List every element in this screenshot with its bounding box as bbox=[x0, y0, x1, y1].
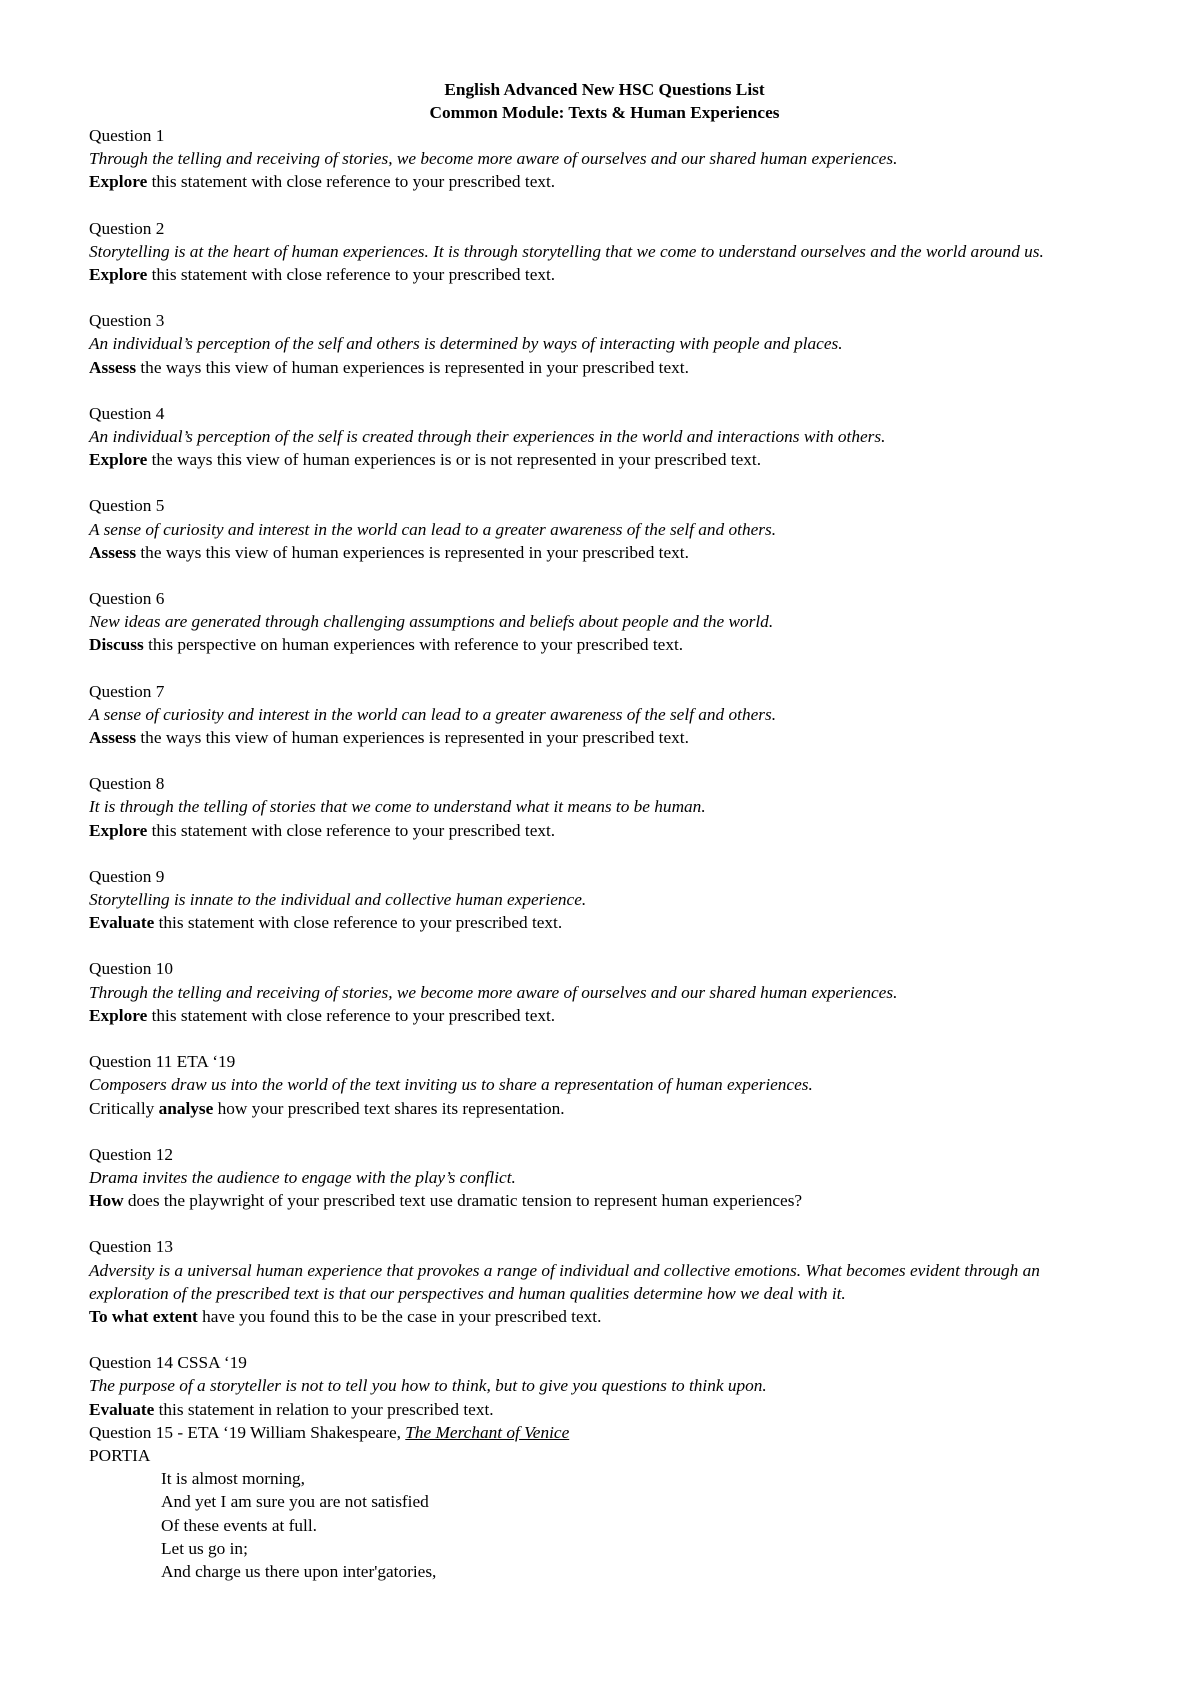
question-item bbox=[89, 402, 1120, 472]
question-item bbox=[89, 772, 1120, 842]
instruction-text: this statement with close reference to your prescribed text. bbox=[154, 913, 563, 933]
question-prompt: Storytelling is at the heart of human experiences. It is through storytelling that we come to understand ourselves and the world around us. bbox=[89, 241, 1044, 261]
question-instruction bbox=[89, 1398, 1120, 1421]
question-label: Question 2 bbox=[89, 218, 165, 238]
instruction-text: this statement with close reference to your prescribed text. bbox=[147, 172, 556, 192]
instruction-verb: Explore bbox=[89, 1005, 148, 1025]
instruction-text: this perspective on human experiences with reference to your prescribed text. bbox=[143, 635, 684, 655]
work-title: The Merchant of Venice bbox=[405, 1422, 570, 1442]
question-instruction bbox=[89, 263, 1120, 286]
question-prompt: An individual’s perception of the self is created through their experiences in the world and interactions with others. bbox=[89, 427, 886, 447]
instruction-text: does the playwright of your prescribed text use dramatic tension to represent human experiences? bbox=[123, 1191, 803, 1211]
question-label: Question 3 bbox=[89, 311, 165, 331]
question-label: Question 6 bbox=[89, 589, 165, 609]
instruction-verb: Discuss bbox=[89, 635, 144, 655]
instruction-text: this statement with close reference to your prescribed text. bbox=[147, 1005, 556, 1025]
question-instruction bbox=[89, 448, 1120, 471]
verse-line: And yet I am sure you are not satisfied bbox=[161, 1492, 429, 1512]
instruction-verb: Evaluate bbox=[89, 913, 155, 933]
instruction-text: have you found this to be the case in your prescribed text. bbox=[197, 1306, 602, 1326]
question-label: Question 1 bbox=[89, 126, 165, 145]
question-instruction bbox=[89, 1097, 1120, 1120]
instruction-text: how your prescribed text shares its representation. bbox=[213, 1098, 565, 1118]
question-instruction bbox=[89, 1004, 1120, 1027]
instruction-verb: To what extent bbox=[89, 1306, 198, 1326]
instruction-lead: Critically bbox=[89, 1098, 159, 1118]
question-label: Question 14 CSSA ‘19 bbox=[89, 1353, 247, 1373]
verse-line: It is almost morning, bbox=[161, 1469, 306, 1489]
question-item bbox=[89, 1235, 1120, 1328]
question-prompt: Through the telling and receiving of stories, we become more aware of ourselves and our shared human experiences. bbox=[89, 149, 898, 169]
instruction-verb: Explore bbox=[89, 820, 148, 840]
question-15-label: Question 15 - ETA ‘19 William Shakespeare, bbox=[89, 1422, 406, 1442]
question-prompt: Storytelling is innate to the individual and collective human experience. bbox=[89, 890, 587, 910]
question-item bbox=[89, 217, 1120, 287]
question-item bbox=[89, 494, 1120, 564]
title-line-2: Common Module: Texts & Human Experiences bbox=[429, 103, 780, 122]
question-prompt: The purpose of a storyteller is not to tell you how to think, but to give you questions to think upon. bbox=[89, 1376, 767, 1396]
instruction-verb: Explore bbox=[89, 450, 148, 470]
question-label: Question 4 bbox=[89, 403, 165, 423]
instruction-verb: How bbox=[89, 1191, 124, 1211]
question-label: Question 8 bbox=[89, 774, 165, 794]
question-instruction bbox=[89, 541, 1120, 564]
question-instruction bbox=[89, 633, 1120, 656]
instruction-verb: Assess bbox=[89, 728, 137, 748]
question-instruction bbox=[89, 1189, 1120, 1212]
question-prompt: Drama invites the audience to engage with the play’s conflict. bbox=[89, 1167, 516, 1187]
question-item bbox=[89, 680, 1120, 750]
verse-line: And charge us there upon inter'gatories, bbox=[161, 1561, 437, 1581]
verse-line: Of these events at full. bbox=[161, 1515, 317, 1535]
instruction-verb: Evaluate bbox=[89, 1399, 155, 1419]
question-item bbox=[89, 1050, 1120, 1120]
question-instruction bbox=[89, 911, 1120, 934]
question-label: Question 5 bbox=[89, 496, 165, 516]
instruction-text: this statement in relation to your prescribed text. bbox=[154, 1399, 494, 1419]
instruction-text: the ways this view of human experiences is represented in your prescribed text. bbox=[136, 728, 689, 748]
question-prompt: Adversity is a universal human experience that provokes a range of individual and collective emotions. What becomes evident through an exploration of the prescribed text is that our perspectives and human qualities determine how we deal with it. bbox=[89, 1260, 1040, 1303]
question-label: Question 11 ETA ‘19 bbox=[89, 1052, 236, 1072]
question-prompt: An individual’s perception of the self and others is determined by ways of interacting with people and places. bbox=[89, 334, 843, 354]
instruction-verb: analyse bbox=[158, 1098, 214, 1118]
speaker-name: PORTIA bbox=[89, 1445, 151, 1465]
question-label: Question 7 bbox=[89, 681, 165, 701]
question-prompt: Composers draw us into the world of the text inviting us to share a representation of human experiences. bbox=[89, 1075, 813, 1095]
question-instruction bbox=[89, 356, 1120, 379]
question-prompt: It is through the telling of stories that we come to understand what it means to be human. bbox=[89, 797, 706, 817]
instruction-text: this statement with close reference to your prescribed text. bbox=[147, 820, 556, 840]
question-instruction bbox=[89, 819, 1120, 842]
instruction-verb: Explore bbox=[89, 172, 148, 192]
question-prompt: A sense of curiosity and interest in the world can lead to a greater awareness of the self and others. bbox=[89, 519, 777, 539]
question-instruction bbox=[89, 170, 1120, 193]
question-instruction bbox=[89, 726, 1120, 749]
instruction-text: this statement with close reference to your prescribed text. bbox=[147, 265, 556, 285]
question-item bbox=[89, 124, 1120, 194]
instruction-text: the ways this view of human experiences is represented in your prescribed text. bbox=[136, 542, 689, 562]
instruction-verb: Assess bbox=[89, 357, 137, 377]
title-line-1: English Advanced New HSC Questions List bbox=[444, 80, 765, 99]
question-item bbox=[89, 587, 1120, 657]
instruction-verb: Explore bbox=[89, 265, 148, 285]
question-item bbox=[89, 1143, 1120, 1213]
instruction-verb: Assess bbox=[89, 542, 137, 562]
question-prompt: A sense of curiosity and interest in the world can lead to a greater awareness of the self and others. bbox=[89, 704, 777, 724]
instruction-text: the ways this view of human experiences is represented in your prescribed text. bbox=[136, 357, 689, 377]
question-item bbox=[89, 957, 1120, 1027]
question-label: Question 9 bbox=[89, 866, 165, 886]
question-label: Question 10 bbox=[89, 959, 174, 979]
question-item bbox=[89, 865, 1120, 935]
verse-line: Let us go in; bbox=[161, 1538, 248, 1558]
question-item bbox=[89, 1351, 1120, 1421]
instruction-text: the ways this view of human experiences is or is not represented in your prescribed text. bbox=[147, 450, 762, 470]
question-list bbox=[89, 124, 1120, 1421]
question-label bbox=[89, 1421, 1120, 1444]
document-title bbox=[89, 78, 1120, 124]
question-instruction bbox=[89, 1305, 1120, 1328]
question-item bbox=[89, 309, 1120, 379]
question-15 bbox=[89, 1421, 1120, 1583]
question-prompt: New ideas are generated through challenging assumptions and beliefs about people and the world. bbox=[89, 612, 774, 632]
question-prompt: Through the telling and receiving of stories, we become more aware of ourselves and our shared human experiences. bbox=[89, 982, 898, 1002]
question-label: Question 12 bbox=[89, 1144, 174, 1164]
question-label: Question 13 bbox=[89, 1237, 174, 1257]
